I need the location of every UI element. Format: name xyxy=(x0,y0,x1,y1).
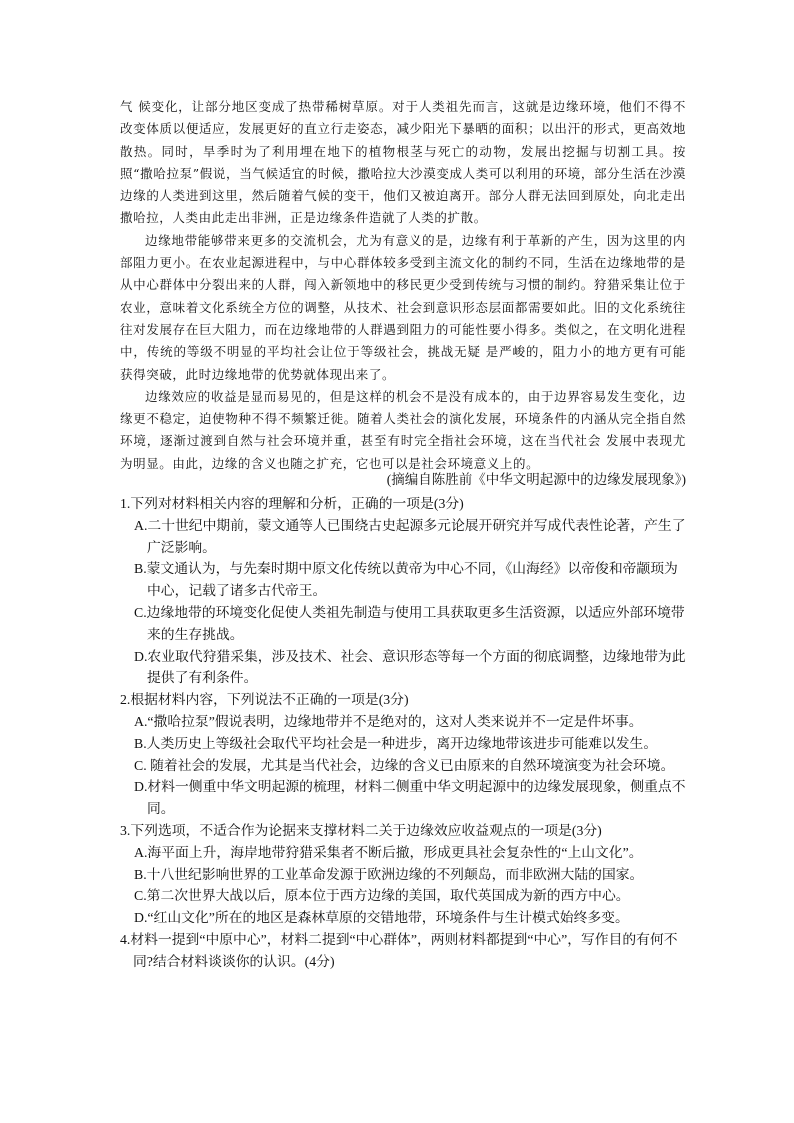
question-stem: 3.下列选项，不适合作为论据来支撑材料二关于边缘效应收益观点的一项是(3分) xyxy=(120,822,602,838)
answer-option: D.“红山文化”所在的地区是森林草原的交错地带，环境条件与生计模式始终多变。 xyxy=(134,910,629,926)
answer-option: A.海平面上升，海岸地带狩猎采集者不断后撤，形成更具社会复杂性的“上山文化”。 xyxy=(134,844,643,860)
answer-option: C. 随着社会的发展，尤其是当代社会，边缘的含义已由原来的自然环境演变为社会环境。 xyxy=(134,757,675,773)
answer-option: B.人类历史上等级社会取代平均社会是一种进步，离开边缘地带该进步可能难以发生。 xyxy=(134,735,658,751)
answer-option: D.农业取代狩猎采集，涉及技术、社会、意识形态等每一个方面的彻底调整，边缘地带为此提供了有利条件。 xyxy=(134,648,686,686)
passage-paragraph: 气 候变化，让部分地区变成了热带稀树草原。对于人类祖先而言，这就是边缘环境，他们不得不 改变体质以便适应，发展更好的直立行走姿态，减少阳光下暴晒的面积；以出汗的形式，更高效地散热。同时，旱季时为了利用埋在地下的植物根茎与死亡的动物，发展出挖掘与切割工具。按照“撒哈拉泵”假说，当气候适宜的时候，撒哈拉大沙漠变成人类可以利用的环境，部分生活在沙漠边缘的人类进到这里，然后随着气候的变干，他们又被迫离开。部分人群无法回到原处，向北走出撒哈拉，人类由此走出非洲，正是边缘条件造就了人类的扩散。 xyxy=(120,99,686,226)
question xyxy=(120,689,686,820)
question-list xyxy=(120,493,686,973)
question-stem: 2.根据材料内容，下列说法不正确的一项是(3分) xyxy=(120,692,409,708)
answer-option: B.十八世纪影响世界的工业革命发源于欧洲边缘的不列颠岛，而非欧洲大陆的国家。 xyxy=(134,866,644,882)
answer-option: C.第二次世界大战以后，原本位于西方边缘的美国，取代英国成为新的西方中心。 xyxy=(134,888,630,904)
passage-source: (摘编自陈胜前《中华文明起源中的边缘发展现象》) xyxy=(386,472,686,487)
question-stem: 4.材料一提到“中原中心”，材料二提到“中心群体”，两则材料都提到“中心”，写作目的有何不同?结合材料谈谈你的认识。(4分) xyxy=(120,931,678,969)
answer-option: D.材料一侧重中华文明起源的梳理，材料二侧重中华文明起源中的边缘发展现象，侧重点不同。 xyxy=(134,779,686,817)
answer-option: A.“撒哈拉泵”假说表明，边缘地带并不是绝对的，这对人类来说并不一定是件坏事。 xyxy=(134,713,643,729)
question xyxy=(120,493,686,689)
answer-option: B.蒙文通认为，与先秦时期中原文化传统以黄帝为中心不同，《山海经》以帝俊和帝颛顼为中心，记载了诸多古代帝王。 xyxy=(134,561,678,599)
question-stem: 1.下列对材料相关内容的理解和分析，正确的一项是(3分) xyxy=(120,496,464,511)
passage-paragraph: 边缘地带能够带来更多的交流机会，尤为有意义的是，边缘有利于革新的产生，因为这里的内部阻力更小。在农业起源进程中，与中心群体较多受到主流文化的制约不同，生活在边缘地带的是从中心群体中分裂出来的人群，闯入新领地中的移民更少受到传统与习惯的制约。狩猎采集让位于农业，意味着文化系统全方位的调整，从技术、社会到意识形态层面都需要如此。旧的文化系统往往对发展存在巨大阻力，而在边缘地带的人群遇到阻力的可能性要小得多。类似之，在文明化进程中，传统的等级不明显的平均社会让位于等级社会，挑战无疑 是严峻的，阻力小的地方更有可能获得突破，此时边缘地带的优势就体现出来了。 xyxy=(120,232,686,382)
answer-option: A.二十世纪中期前，蒙文通等人已围绕古史起源多元论展开研究并写成代表性论著，产生了广泛影响。 xyxy=(134,517,686,555)
answer-option: C.边缘地带的环境变化促使人类祖先制造与使用工具获取更多生活资源，以适应外部环境带来的生存挑战。 xyxy=(134,604,685,642)
reading-passage xyxy=(120,96,686,475)
question xyxy=(120,820,686,929)
passage-paragraph: 边缘效应的收益是显而易见的，但是这样的机会不是没有成本的，由于边界容易发生变化，边缘更不稳定，迫使物种不得不频繁迁徙。随着人类社会的演化发展，环境条件的内涵从完全指自然环境，逐渐过渡到自然与社会环境并重，甚至有时完全指社会环境，这在当代社会 发展中表现尤为明显。由此，边缘的含义也随之扩充，它也可以是社会环境意义上的。 xyxy=(120,388,686,471)
question xyxy=(120,929,686,973)
